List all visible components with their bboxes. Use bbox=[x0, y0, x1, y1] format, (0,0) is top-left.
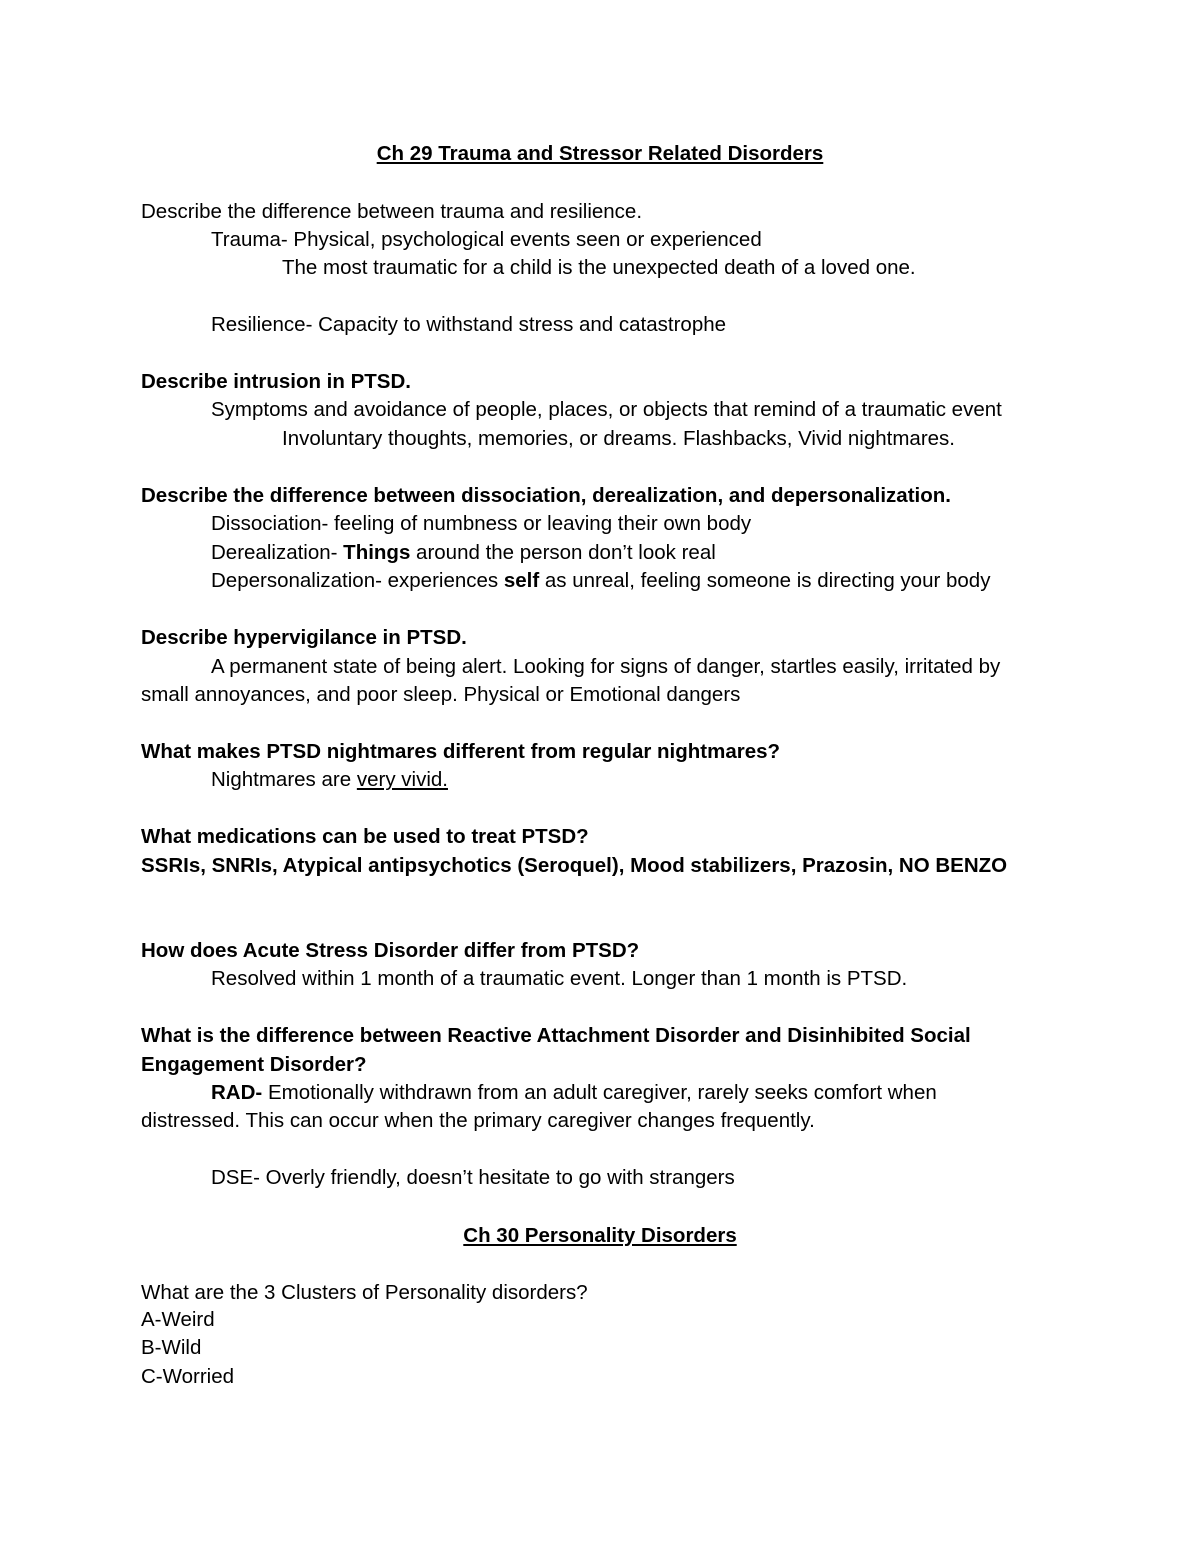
q8-question-line2: Engagement Disorder? bbox=[141, 1053, 367, 1076]
q8-rad-answer bbox=[211, 1080, 937, 1106]
q4-question: Describe hypervigilance in PTSD. bbox=[141, 626, 467, 649]
q5-answer-underlined: very vivid. bbox=[356, 768, 448, 791]
q2-detail: Involuntary thoughts, memories, or dreams. Flashbacks, Vivid nightmares. bbox=[282, 427, 955, 450]
derealization-bold: Things bbox=[343, 541, 411, 564]
q3-depersonalization bbox=[211, 568, 990, 594]
q1-question: Describe the difference between trauma and resilience. bbox=[141, 200, 643, 223]
q1-trauma-note: The most traumatic for a child is the unexpected death of a loved one. bbox=[282, 256, 916, 279]
rad-label: RAD- bbox=[211, 1081, 263, 1104]
q6-answer: SSRIs, SNRIs, Atypical antipsychotics (Seroquel), Mood stabilizers, Prazosin, NO BENZO bbox=[141, 854, 1008, 877]
cluster-a: A-Weird bbox=[141, 1308, 215, 1331]
derealization-suffix: around the person don’t look real bbox=[410, 541, 716, 564]
q1-trauma-answer: Trauma- Physical, psychological events seen or experienced bbox=[211, 228, 762, 251]
depersonalization-suffix: as unreal, feeling someone is directing your body bbox=[539, 569, 991, 592]
q2-answer: Symptoms and avoidance of people, places, or objects that remind of a traumatic event bbox=[211, 398, 1002, 421]
chapter-30-title: Ch 30 Personality Disorders bbox=[463, 1224, 737, 1247]
q8-rad-line2: distressed. This can occur when the primary caregiver changes frequently. bbox=[141, 1109, 815, 1132]
q8-question-line1: What is the difference between Reactive Attachment Disorder and Disinhibited Social bbox=[141, 1024, 971, 1047]
q5-question: What makes PTSD nightmares different from regular nightmares? bbox=[141, 740, 781, 763]
q7-question: How does Acute Stress Disorder differ from PTSD? bbox=[141, 939, 640, 962]
q4-answer-line2: small annoyances, and poor sleep. Physical or Emotional dangers bbox=[141, 683, 741, 706]
q8-dse-answer: DSE- Overly friendly, doesn’t hesitate to go with strangers bbox=[211, 1166, 735, 1189]
q5-answer-prefix: Nightmares are bbox=[211, 768, 357, 791]
cluster-c: C-Worried bbox=[141, 1365, 235, 1388]
depersonalization-bold: self bbox=[503, 569, 540, 592]
q5-answer bbox=[211, 767, 448, 793]
q6-question: What medications can be used to treat PTSD? bbox=[141, 825, 589, 848]
q2-question: Describe intrusion in PTSD. bbox=[141, 370, 411, 393]
q7-answer: Resolved within 1 month of a traumatic event. Longer than 1 month is PTSD. bbox=[211, 967, 908, 990]
q3-question: Describe the difference between dissociation, derealization, and depersonalization. bbox=[141, 484, 951, 507]
derealization-prefix: Derealization- bbox=[211, 541, 344, 564]
q1-resilience-answer: Resilience- Capacity to withstand stress and catastrophe bbox=[211, 313, 727, 336]
ch30-question: What are the 3 Clusters of Personality disorders? bbox=[141, 1281, 588, 1304]
cluster-b: B-Wild bbox=[141, 1336, 202, 1359]
depersonalization-prefix: Depersonalization- experiences bbox=[211, 569, 504, 592]
q3-dissociation: Dissociation- feeling of numbness or leaving their own body bbox=[211, 512, 752, 535]
q4-answer-line1: A permanent state of being alert. Looking for signs of danger, startles easily, irritated by bbox=[211, 655, 1001, 678]
rad-text: Emotionally withdrawn from an adult caregiver, rarely seeks comfort when bbox=[262, 1081, 937, 1104]
chapter-29-title: Ch 29 Trauma and Stressor Related Disorders bbox=[376, 142, 824, 165]
q3-derealization bbox=[211, 540, 716, 566]
